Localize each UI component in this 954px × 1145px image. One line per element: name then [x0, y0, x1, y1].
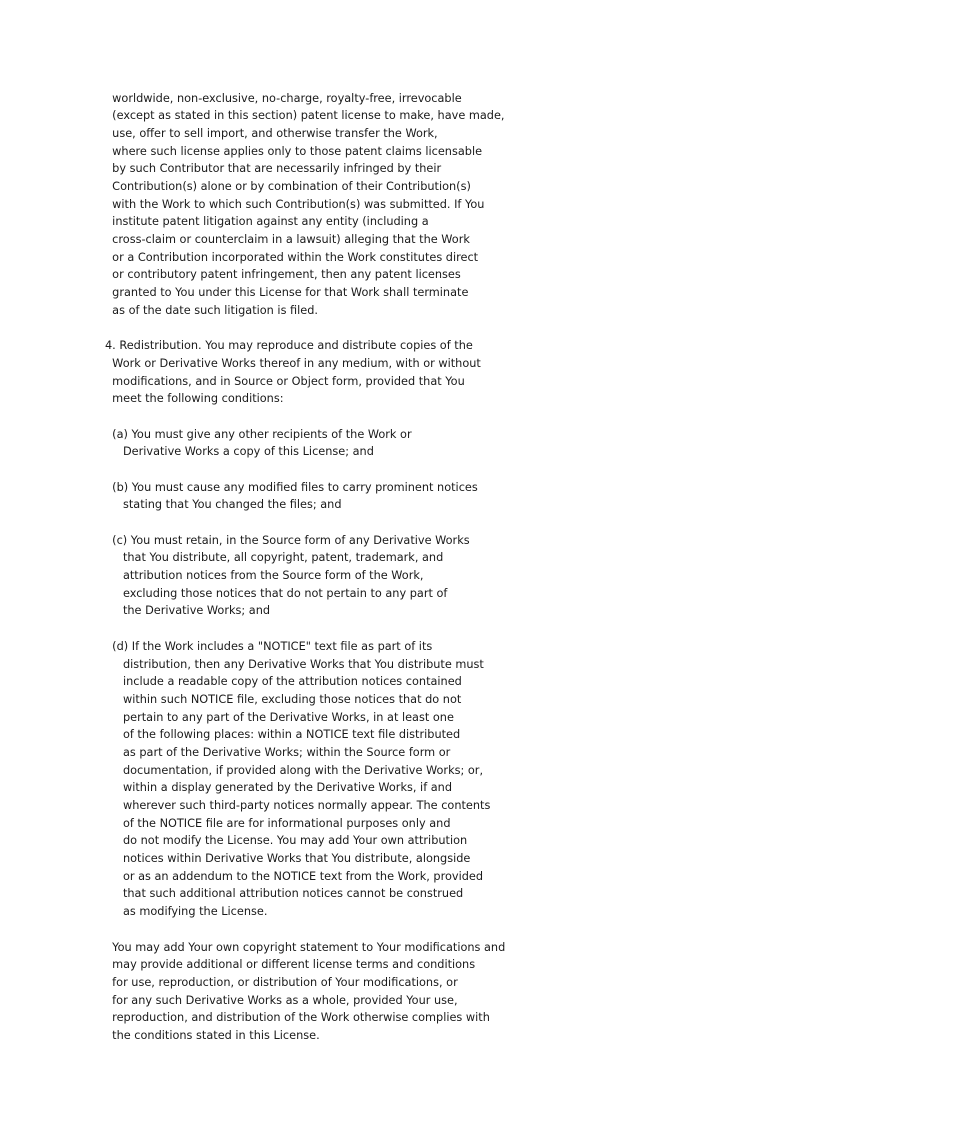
text-line: (except as stated in this section) patent license to make, have made, [105, 109, 505, 123]
text-line: documentation, if provided along with the Derivative Works; or, [105, 763, 484, 777]
text-line: You may add Your own copyright statement to Your modifications and [105, 940, 506, 954]
blank-line [105, 319, 505, 337]
text-line: meet the following conditions: [105, 392, 284, 406]
text-line: pertain to any part of the Derivative Works, in at least one [105, 710, 454, 724]
license-text [105, 90, 505, 1045]
text-line: for use, reproduction, or distribution of Your modifications, or [105, 975, 458, 989]
text-line: within a display generated by the Derivative Works, if and [105, 781, 453, 795]
text-line: cross-claim or counterclaim in a lawsuit) alleging that the Work [105, 233, 470, 246]
text-line: excluding those notices that do not pertain to any part of [105, 586, 448, 600]
text-line: (a) You must give any other recipients of the Work or [105, 427, 412, 441]
blank-line [105, 514, 505, 532]
text-line: of the following places: within a NOTICE text file distributed [105, 728, 461, 742]
text-line: notices within Derivative Works that You distribute, alongside [105, 852, 471, 866]
text-line: where such license applies only to those patent claims licensable [105, 144, 483, 158]
text-line: Work or Derivative Works thereof in any medium, with or without [105, 356, 481, 370]
text-line: or a Contribution incorporated within the Work constitutes direct [105, 250, 479, 264]
text-line: (d) If the Work includes a "NOTICE" text file as part of its [105, 639, 433, 653]
text-line: 4. Redistribution. You may reproduce and distribute copies of the [105, 339, 473, 353]
text-line: of the NOTICE file are for informational purposes only and [105, 816, 451, 830]
text-line: wherever such third-party notices normally appear. The contents [105, 799, 491, 812]
text-line: reproduction, and distribution of the Work otherwise complies with [105, 1011, 490, 1025]
text-line: use, offer to sell import, and otherwise transfer the Work, [105, 126, 438, 140]
text-line: the conditions stated in this License. [105, 1028, 320, 1042]
text-line: stating that You changed the files; and [105, 498, 342, 512]
text-line: (c) You must retain, in the Source form of any Derivative Works [105, 533, 470, 547]
text-line: worldwide, non-exclusive, no-charge, royalty-free, irrevocable [105, 91, 462, 105]
text-line: the Derivative Works; and [105, 604, 271, 618]
text-line: include a readable copy of the attribution notices contained [105, 675, 462, 689]
text-line: or as an addendum to the NOTICE text from the Work, provided [105, 869, 484, 883]
text-line: by such Contributor that are necessarily infringed by their [105, 162, 442, 176]
text-line: as modifying the License. [105, 905, 268, 919]
text-line: granted to You under this License for that Work shall terminate [105, 286, 469, 300]
text-line: distribution, then any Derivative Works that You distribute must [105, 657, 484, 671]
text-line: as part of the Derivative Works; within the Source form or [105, 745, 451, 759]
blank-line [105, 620, 505, 638]
text-line: attribution notices from the Source form of the Work, [105, 569, 424, 583]
text-line: that You distribute, all copyright, patent, trademark, and [105, 551, 444, 565]
text-line: for any such Derivative Works as a whole, provided Your use, [105, 993, 458, 1007]
blank-line [105, 461, 505, 479]
text-line: Contribution(s) alone or by combination of their Contribution(s) [105, 179, 471, 193]
text-line: that such additional attribution notices cannot be construed [105, 887, 464, 901]
text-line: within such NOTICE file, excluding those notices that do not [105, 692, 462, 706]
text-line: with the Work to which such Contribution(s) was submitted. If You [105, 197, 485, 211]
text-line: may provide additional or different license terms and conditions [105, 958, 476, 972]
text-line: do not modify the License. You may add Your own attribution [105, 834, 468, 848]
text-line: as of the date such litigation is filed. [105, 303, 319, 317]
text-line: institute patent litigation against any entity (including a [105, 215, 429, 229]
blank-line [105, 408, 505, 426]
text-line: (b) You must cause any modified files to carry prominent notices [105, 480, 478, 494]
text-line: Derivative Works a copy of this License; and [105, 445, 374, 459]
text-line: or contributory patent infringement, then any patent licenses [105, 268, 461, 282]
text-line: modifications, and in Source or Object form, provided that You [105, 374, 465, 388]
blank-line [105, 921, 505, 939]
